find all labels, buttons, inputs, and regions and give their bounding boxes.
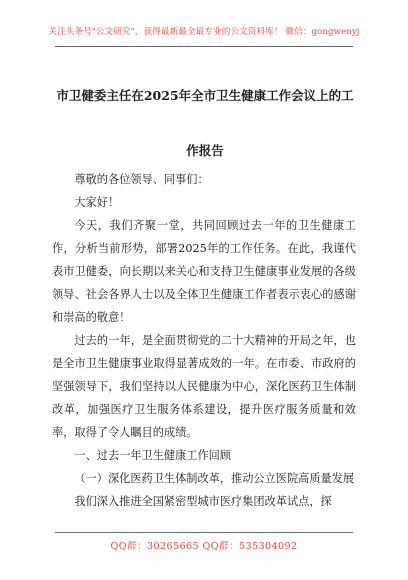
header-note: 关注头条号"公文研究"，获得最新最全最专业的公文资料库！ 微信：gongwenyj	[48, 27, 360, 37]
body-paragraph: 过去的一年，是全面贯彻党的二十大精神的开局之年，也是全市卫生健康事业取得显著成效的一年。在市委、市政府的坚强领导下，我们坚持以人民健康为中心，深化医药卫生体制改革，加强医疗卫生服务体系建设，提升医疗服务质量和效率，取得了令人瞩目的成绩。	[52, 334, 356, 439]
document-body	[52, 168, 356, 513]
salutation: 尊敬的各位领导、同事们：	[74, 173, 209, 186]
subsection-heading: （一）深化医药卫生体制改革，推动公立医院高质量发展	[74, 472, 355, 485]
greeting: 大家好！	[74, 196, 120, 209]
header-divider	[55, 46, 353, 47]
body-paragraph: 我们深入推进全国紧密型城市医疗集团改革试点，探	[74, 495, 332, 508]
footer-divider	[55, 532, 353, 533]
body-paragraph: 今天，我们齐聚一堂，共同回顾过去一年的卫生健康工作，分析当前形势，部署2025年的工作任务。在此，我谨代表市卫健委，向长期以来关心和支持卫生健康事业发展的各级领导、社会各界人士以及全体卫生健康工作者表示衷心的感谢和崇高的敬意！	[52, 219, 356, 324]
footer-note: QQ群：30265665 QQ群：535304092	[110, 541, 298, 552]
section-heading: 一、过去一年卫生健康工作回顾	[74, 449, 232, 462]
document-title: 市卫健委主任在2025年全市卫生健康工作会议上的工作报告	[56, 88, 354, 158]
